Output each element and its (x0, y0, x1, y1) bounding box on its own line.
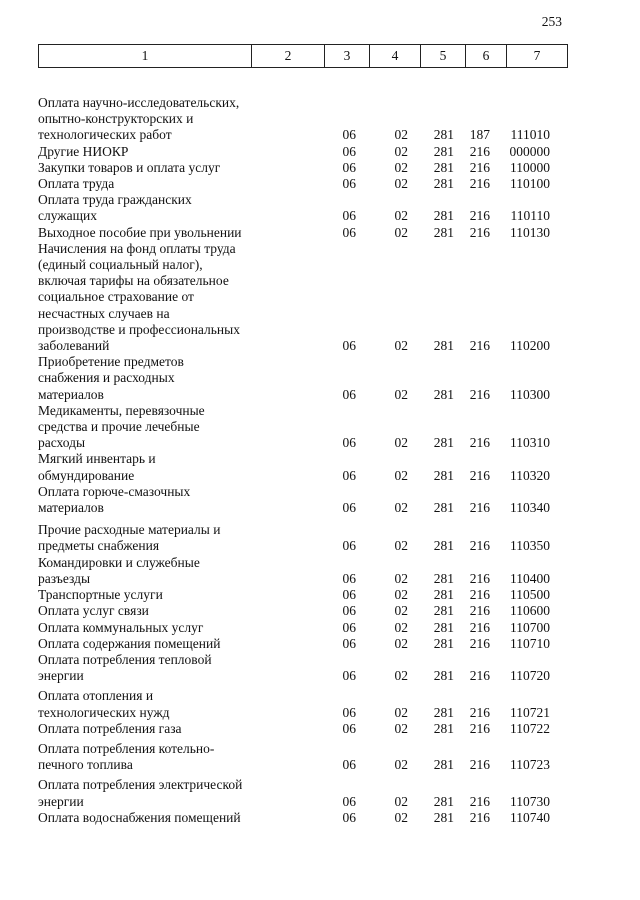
row-code-c4: 02 (394, 208, 408, 224)
row-code-c7: 000000 (509, 143, 550, 159)
row-code-c5: 281 (433, 704, 454, 720)
row-code-c6: 187 (469, 127, 490, 143)
row-code-c5: 281 (433, 500, 454, 516)
row-description-line: Оплата научно-исследовательских, (38, 95, 240, 110)
table-row (38, 636, 578, 652)
row-description-line: Приобретение предметов (38, 354, 184, 370)
row-code-c6: 216 (469, 143, 490, 159)
row-description-line: несчастных случаев на (38, 305, 170, 321)
row-code-c4: 02 (394, 338, 408, 354)
column-header-3: 3 (325, 45, 370, 68)
row-description-line: материалов (38, 500, 104, 516)
row-code-c6: 216 (469, 587, 490, 603)
row-code-c7: 110340 (510, 500, 550, 516)
row-code-c3: 06 (342, 176, 356, 192)
row-code-c7: 110400 (510, 570, 550, 586)
row-description (38, 636, 260, 652)
row-code-c3: 06 (342, 619, 356, 635)
row-code-c7: 110710 (510, 635, 550, 651)
row-code-c6: 216 (469, 757, 490, 773)
table-row (38, 160, 578, 176)
row-description (38, 95, 260, 144)
row-code-c7: 110110 (510, 208, 550, 224)
row-code-c5: 281 (433, 338, 454, 354)
row-code-c7: 110100 (510, 176, 550, 192)
row-description (38, 403, 260, 452)
row-description-line: Другие НИОКР (38, 143, 129, 159)
row-code-c3: 06 (342, 435, 356, 451)
row-description (38, 484, 260, 516)
row-code-c5: 281 (433, 720, 454, 736)
row-description-line: Оплата содержания помещений (38, 635, 221, 651)
row-description-line: Оплата труда (38, 176, 115, 192)
table-row (38, 522, 578, 554)
row-code-c5: 281 (433, 587, 454, 603)
row-description-line: Прочие расходные материалы и (38, 522, 221, 538)
row-code-c6: 216 (469, 704, 490, 720)
row-code-c4: 02 (394, 603, 408, 619)
table-row (38, 688, 578, 720)
row-description (38, 555, 260, 587)
row-code-c4: 02 (394, 127, 408, 143)
row-code-c5: 281 (433, 538, 454, 554)
row-description-line: Мягкий инвентарь и (38, 451, 156, 467)
row-code-c6: 216 (469, 224, 490, 240)
row-code-c4: 02 (394, 619, 408, 635)
row-description-line: Оплата потребления котельно- (38, 740, 215, 756)
row-description-line: обмундирование (38, 467, 135, 483)
row-code-c7: 110700 (510, 619, 550, 635)
row-code-c5: 281 (433, 386, 454, 402)
row-description (38, 522, 260, 554)
row-code-c4: 02 (394, 570, 408, 586)
row-code-c3: 06 (342, 720, 356, 736)
budget-lines-list (38, 95, 578, 826)
row-description-line: энергии (38, 668, 84, 684)
table-row (38, 741, 578, 773)
table-row (38, 241, 578, 354)
row-code-c6: 216 (469, 159, 490, 175)
row-code-c5: 281 (433, 159, 454, 175)
row-code-c5: 281 (433, 208, 454, 224)
row-description-line: Оплата коммунальных услуг (38, 619, 204, 635)
row-code-c4: 02 (394, 176, 408, 192)
column-header-2: 2 (252, 45, 325, 68)
row-code-c6: 216 (469, 538, 490, 554)
column-header-7: 7 (507, 45, 568, 68)
row-code-c5: 281 (433, 435, 454, 451)
row-code-c7: 110730 (510, 793, 550, 809)
row-description-line: Транспортные услуги (38, 587, 163, 603)
table-row (38, 777, 578, 809)
row-description-line: Медикаменты, перевязочные (38, 402, 205, 418)
row-code-c3: 06 (342, 159, 356, 175)
row-description (38, 160, 260, 176)
row-description-line: печного топлива (38, 757, 133, 773)
row-code-c4: 02 (394, 720, 408, 736)
row-description (38, 741, 260, 773)
table-row (38, 721, 578, 737)
column-header-5: 5 (421, 45, 466, 68)
row-code-c7: 110000 (510, 159, 550, 175)
row-code-c4: 02 (394, 704, 408, 720)
row-code-c6: 216 (469, 467, 490, 483)
row-description (38, 354, 260, 403)
row-description (38, 192, 260, 224)
row-description (38, 144, 260, 160)
row-code-c4: 02 (394, 435, 408, 451)
column-header-1: 1 (39, 45, 252, 68)
row-code-c5: 281 (433, 127, 454, 143)
row-description (38, 176, 260, 192)
row-description (38, 688, 260, 720)
row-code-c3: 06 (342, 467, 356, 483)
row-code-c4: 02 (394, 538, 408, 554)
row-code-c6: 216 (469, 720, 490, 736)
table-row (38, 587, 578, 603)
row-code-c5: 281 (433, 467, 454, 483)
row-description (38, 587, 260, 603)
row-code-c3: 06 (342, 338, 356, 354)
row-code-c4: 02 (394, 224, 408, 240)
row-description (38, 225, 260, 241)
row-code-c3: 06 (342, 386, 356, 402)
column-header-4: 4 (370, 45, 421, 68)
row-description-line: Оплата труда гражданских (38, 192, 192, 208)
row-description (38, 603, 260, 619)
row-description-line: социальное страхование от (38, 289, 194, 305)
row-description-line: Командировки и служебные (38, 554, 200, 570)
row-code-c3: 06 (342, 208, 356, 224)
row-code-c4: 02 (394, 587, 408, 603)
row-code-c6: 216 (469, 208, 490, 224)
row-code-c7: 110722 (510, 720, 550, 736)
row-code-c7: 110320 (510, 467, 550, 483)
row-code-c3: 06 (342, 757, 356, 773)
row-code-c4: 02 (394, 793, 408, 809)
row-code-c7: 110740 (510, 809, 550, 825)
row-description-line: Оплата потребления тепловой (38, 651, 212, 667)
table-row (38, 620, 578, 636)
row-code-c5: 281 (433, 570, 454, 586)
table-row (38, 192, 578, 224)
row-code-c6: 216 (469, 635, 490, 651)
row-description-line: Оплата водоснабжения помещений (38, 809, 241, 825)
row-code-c3: 06 (342, 143, 356, 159)
row-description-line: Оплата потребления газа (38, 720, 182, 736)
row-description-line: производстве и профессиональных (38, 321, 240, 337)
row-code-c6: 216 (469, 435, 490, 451)
row-code-c6: 216 (469, 386, 490, 402)
table-row (38, 176, 578, 192)
row-description-line: Оплата отопления и (38, 688, 154, 704)
row-code-c3: 06 (342, 603, 356, 619)
row-description (38, 652, 260, 684)
row-description-line: Оплата услуг связи (38, 603, 149, 619)
column-header-table (38, 44, 568, 68)
row-code-c5: 281 (433, 603, 454, 619)
row-code-c4: 02 (394, 668, 408, 684)
row-code-c7: 110310 (510, 435, 550, 451)
row-code-c6: 216 (469, 809, 490, 825)
row-description-line: средства и прочие лечебные (38, 419, 200, 435)
row-description-line: разъезды (38, 570, 91, 586)
row-code-c7: 110300 (510, 386, 550, 402)
column-header-row (39, 45, 568, 68)
row-code-c3: 06 (342, 635, 356, 651)
row-code-c6: 216 (469, 668, 490, 684)
row-code-c5: 281 (433, 176, 454, 192)
row-code-c7: 110500 (510, 587, 550, 603)
row-code-c4: 02 (394, 500, 408, 516)
row-description-line: энергии (38, 793, 84, 809)
row-description-line: Оплата горюче-смазочных (38, 483, 191, 499)
row-description-line: материалов (38, 386, 104, 402)
row-description-line: Выходное пособие при увольнении (38, 224, 242, 240)
row-code-c4: 02 (394, 386, 408, 402)
row-description-line: Оплата потребления электрической (38, 777, 243, 793)
table-row (38, 603, 578, 619)
row-description (38, 810, 260, 826)
row-code-c3: 06 (342, 793, 356, 809)
row-code-c7: 110130 (510, 224, 550, 240)
table-row (38, 354, 578, 403)
row-description (38, 721, 260, 737)
row-code-c7: 110721 (510, 704, 550, 720)
row-code-c4: 02 (394, 467, 408, 483)
row-code-c7: 110600 (510, 603, 550, 619)
row-description-line: заболеваний (38, 338, 110, 354)
row-description-line: технологических работ (38, 127, 172, 143)
row-code-c5: 281 (433, 619, 454, 635)
row-code-c5: 281 (433, 809, 454, 825)
row-code-c6: 216 (469, 793, 490, 809)
row-code-c7: 110723 (510, 757, 550, 773)
column-header-6: 6 (466, 45, 507, 68)
row-description-line: снабжения и расходных (38, 370, 175, 386)
row-description-line: расходы (38, 435, 86, 451)
row-code-c4: 02 (394, 809, 408, 825)
row-code-c4: 02 (394, 143, 408, 159)
row-code-c5: 281 (433, 224, 454, 240)
table-row (38, 95, 578, 144)
row-code-c3: 06 (342, 587, 356, 603)
row-code-c6: 216 (469, 500, 490, 516)
row-code-c4: 02 (394, 159, 408, 175)
row-description-line: Закупки товаров и оплата услуг (38, 159, 221, 175)
row-code-c3: 06 (342, 704, 356, 720)
row-code-c3: 06 (342, 500, 356, 516)
row-code-c6: 216 (469, 570, 490, 586)
row-code-c6: 216 (469, 619, 490, 635)
row-description (38, 451, 260, 483)
row-code-c4: 02 (394, 635, 408, 651)
row-code-c7: 110350 (510, 538, 550, 554)
row-code-c3: 06 (342, 127, 356, 143)
row-description-line: опытно-конструкторских и (38, 111, 194, 127)
table-row (38, 810, 578, 826)
table-row (38, 403, 578, 452)
row-code-c5: 281 (433, 793, 454, 809)
table-row (38, 144, 578, 160)
row-code-c7: 110720 (510, 668, 550, 684)
row-code-c7: 111010 (510, 127, 550, 143)
table-row (38, 225, 578, 241)
row-description (38, 241, 260, 354)
row-code-c3: 06 (342, 668, 356, 684)
table-row (38, 555, 578, 587)
row-code-c5: 281 (433, 757, 454, 773)
row-description-line: предметы снабжения (38, 538, 160, 554)
row-description (38, 777, 260, 809)
row-code-c6: 216 (469, 176, 490, 192)
table-row (38, 484, 578, 516)
row-code-c3: 06 (342, 809, 356, 825)
row-code-c3: 06 (342, 538, 356, 554)
row-description-line: служащих (38, 208, 97, 224)
row-description-line: (единый социальный налог), (38, 257, 203, 273)
page-number: 253 (541, 14, 562, 29)
row-code-c6: 216 (469, 603, 490, 619)
row-code-c5: 281 (433, 635, 454, 651)
row-description-line: включая тарифы на обязательное (38, 273, 229, 289)
table-row (38, 652, 578, 684)
row-code-c4: 02 (394, 757, 408, 773)
row-code-c5: 281 (433, 668, 454, 684)
row-code-c3: 06 (342, 570, 356, 586)
row-description-line: Начисления на фонд оплаты труда (38, 240, 236, 256)
row-code-c7: 110200 (510, 338, 550, 354)
row-code-c6: 216 (469, 338, 490, 354)
row-code-c3: 06 (342, 224, 356, 240)
table-row (38, 451, 578, 483)
row-code-c5: 281 (433, 143, 454, 159)
row-description-line: технологических нужд (38, 704, 170, 720)
row-description (38, 620, 260, 636)
